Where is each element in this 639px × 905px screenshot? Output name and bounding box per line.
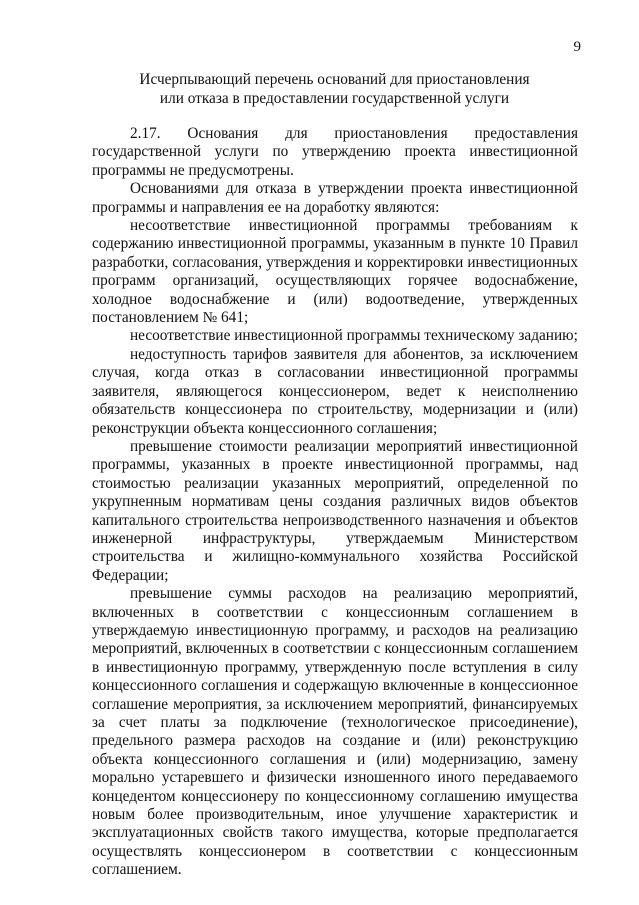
paragraph-ground-requirements-mismatch: несоответствие инвестиционной программы требованиям к содержанию инвестиционной программы, указанным в пункте 10 Правил разработки, согласования, утверждения и корректировки инвестиционных программ организаций, осуществляющих горячее водоснабжение, холодное водоснабжение и (или) водоотведение, утвержденных постановлением № 641;: [92, 217, 578, 327]
paragraph-ground-tariff-unavailability: недоступность тарифов заявителя для абонентов, за исключением случая, когда отказ в согласовании инвестиционной программы заявителя, являющегося концессионером, ведет к неисполнению обязательств концессионера по строительству, модернизации и (или) реконструкции объекта концессионного соглашения;: [92, 345, 578, 437]
heading-line-1: Исчерпывающий перечень оснований для приостановления: [139, 71, 530, 88]
document-body: [92, 125, 578, 880]
paragraph-ground-technical-task: несоответствие инвестиционной программы техническому заданию;: [130, 327, 578, 345]
paragraph-2-17: 2.17. Основания для приостановления предоставления государственной услуги по утверждению проекта инвестиционной программы не предусмотрены.: [92, 125, 578, 179]
paragraph-ground-expense-excess: превышение суммы расходов на реализацию мероприятий, включенных в соответствии с концессионным соглашением в утверждаемую инвестиционную программу, и расходов на реализацию мероприятий, включенных в соответствии с концессионным соглашением в инвестиционную программу, утвержденную после вступления в силу концессионного соглашения и содержащую включенные в концессионное соглашение мероприятия, за исключением мероприятий, финансируемых за счет платы за подключение (технологическое присоединение), предельного размера расходов на создание и (или) реконструкцию объекта концессионного соглашения и (или) модернизацию, замену морально устаревшего и физически изношенного иного передаваемого концедентом концессионеру по концессионному соглашению имущества новым более производительным, иное улучшение характеристик и эксплуатационных свойств такого имущества, которые предполагается осуществлять концессионером в соответствии с концессионным соглашением.: [92, 585, 578, 879]
paragraph-ground-cost-excess: превышение стоимости реализации мероприятий инвестиционной программы, указанных в проекте инвестиционной программы, над стоимостью реализации указанных мероприятий, определенной по укрупненным нормативам цены создания различных видов объектов капитального строительства непроизводственного назначения и объектов инженерной инфраструктуры, утверждаемым Министерством строительства и жилищно-коммунального хозяйства Российской Федерации;: [92, 437, 578, 584]
paragraph-refusal-grounds-intro: Основаниями для отказа в утверждении проекта инвестиционной программы и направления ее на доработку являются:: [92, 180, 578, 216]
section-heading: [92, 70, 577, 108]
page-number: 9: [573, 39, 581, 55]
heading-line-2: или отказа в предоставлении государственной услуги: [159, 90, 510, 107]
